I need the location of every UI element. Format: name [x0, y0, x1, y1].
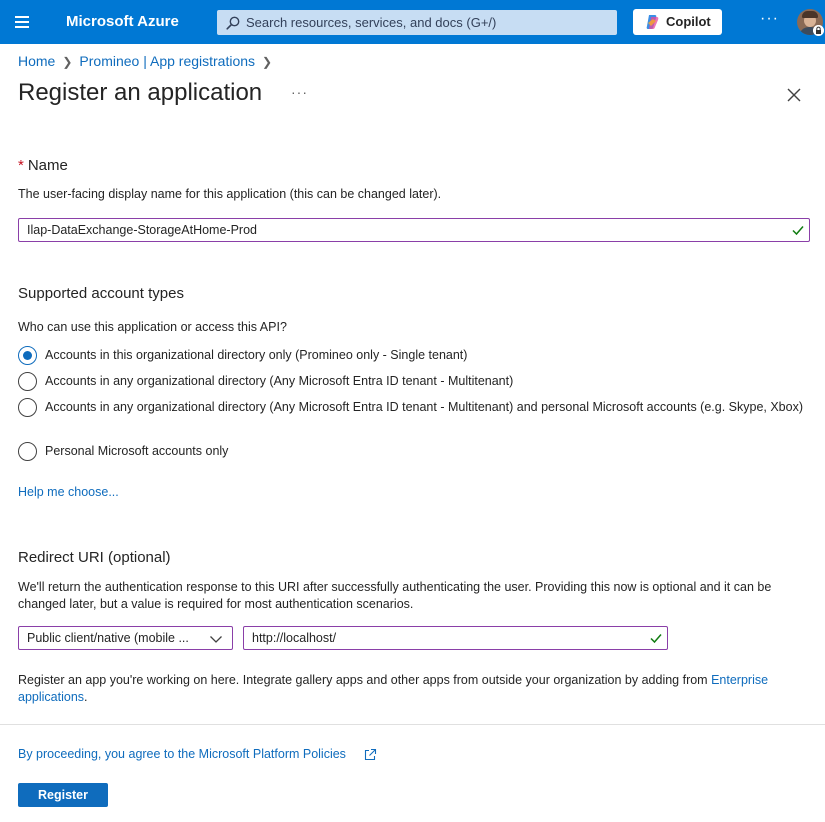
portal-brand[interactable]: Microsoft Azure: [66, 13, 179, 30]
copilot-label: Copilot: [666, 14, 711, 29]
copilot-icon: [644, 14, 660, 30]
platform-select[interactable]: [18, 626, 233, 650]
chevron-right-icon: ❯: [262, 55, 273, 69]
divider: [0, 724, 825, 725]
radio-single-tenant-label[interactable]: Accounts in this organizational directory only (Promineo only - Single tenant): [45, 348, 468, 362]
page-title: Register an application: [18, 79, 263, 106]
radio-personal-only-label[interactable]: Personal Microsoft accounts only: [45, 444, 229, 458]
checkmark-icon: [791, 223, 805, 237]
copilot-button[interactable]: [633, 9, 722, 35]
search-icon: [226, 16, 240, 30]
external-link-icon[interactable]: [363, 748, 377, 762]
breadcrumb: [18, 53, 279, 69]
gallery-note-suffix: .: [84, 690, 88, 704]
required-indicator: *: [18, 157, 24, 174]
redirect-uri-heading: Redirect URI (optional): [18, 549, 171, 566]
chevron-right-icon: ❯: [62, 55, 73, 69]
radio-multitenant-personal[interactable]: [18, 398, 37, 417]
breadcrumb-home[interactable]: Home: [18, 53, 56, 69]
redirect-uri-description: We'll return the authentication response to this URI after successfully authenticating the user. Providing this now is optional and it can be changed later, but a value is required for most authentication scenarios.: [18, 580, 772, 611]
account-types-heading: Supported account types: [18, 285, 184, 302]
search-placeholder: Search resources, services, and docs (G+/): [246, 15, 497, 30]
chevron-down-icon: [209, 632, 223, 646]
name-description: The user-facing display name for this application (this can be changed later).: [18, 187, 442, 201]
lock-icon: [813, 25, 824, 36]
radio-multitenant[interactable]: [18, 372, 37, 391]
radio-single-tenant[interactable]: [18, 346, 37, 365]
radio-multitenant-label[interactable]: Accounts in any organizational directory (Any Microsoft Entra ID tenant - Multitenant): [45, 374, 514, 388]
more-options-icon[interactable]: ···: [760, 10, 779, 27]
top-bar: [0, 0, 825, 44]
redirect-uri-input[interactable]: [243, 626, 668, 650]
platform-select-value: Public client/native (mobile ...: [27, 631, 189, 645]
redirect-uri-value: http://localhost/: [252, 631, 337, 645]
name-label: [18, 157, 68, 174]
app-name-input[interactable]: [18, 218, 810, 242]
enterprise-applications-link[interactable]: Enterprise applications: [18, 673, 769, 704]
radio-multitenant-personal-label[interactable]: Accounts in any organizational directory (Any Microsoft Entra ID tenant - Multitenant) and personal Microsoft accounts (e.g. Skype, Xbox): [45, 400, 803, 414]
hamburger-menu-icon[interactable]: [12, 12, 32, 32]
gallery-note-text: Register an app you're working on here. Integrate gallery apps and other apps from outside your organization by adding from: [18, 673, 712, 687]
close-icon[interactable]: [785, 86, 803, 104]
breadcrumb-app-registrations[interactable]: Promineo | App registrations: [79, 53, 256, 69]
name-label-text: Name: [27, 157, 68, 174]
platform-policies-link[interactable]: By proceeding, you agree to the Microsoft Platform Policies: [18, 747, 346, 761]
account-types-question: Who can use this application or access this API?: [18, 320, 287, 334]
gallery-note: [18, 672, 818, 706]
register-button[interactable]: Register: [18, 783, 108, 807]
more-actions-icon[interactable]: ···: [291, 84, 308, 100]
checkmark-icon: [649, 631, 663, 645]
global-search-input[interactable]: [217, 10, 617, 35]
help-me-choose-link[interactable]: Help me choose...: [18, 485, 119, 499]
app-name-value: Ilap-DataExchange-StorageAtHome-Prod: [27, 223, 257, 237]
radio-personal-only[interactable]: [18, 442, 37, 461]
